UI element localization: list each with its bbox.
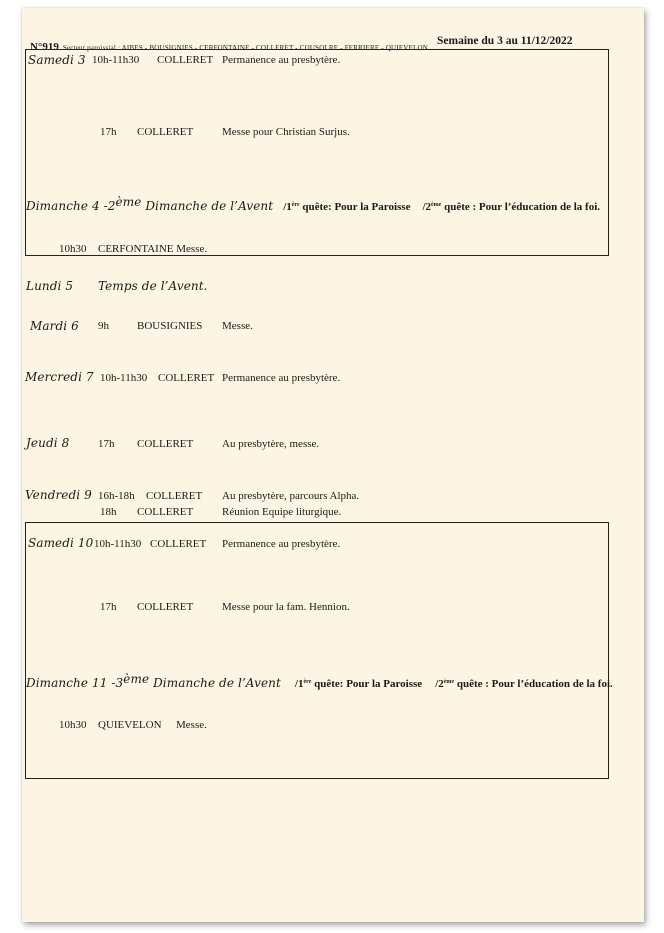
event: Permanence au presbytère. xyxy=(222,54,341,66)
place: COLLERET xyxy=(146,490,203,502)
quete-2: /2ème quête : Pour l’éducation de la foi. xyxy=(422,201,601,213)
day-label: Mardi 6 xyxy=(30,319,79,333)
place-event: CERFONTAINE Messe. xyxy=(98,243,208,255)
time: 10h-11h30 xyxy=(100,372,148,384)
time: 17h xyxy=(100,126,117,138)
place: BOUSIGNIES xyxy=(137,320,203,332)
place: COLLERET xyxy=(137,601,194,613)
time: 10h-11h30 xyxy=(92,54,140,66)
place: COLLERET xyxy=(158,372,215,384)
day-label: Dimanche 11 -3 xyxy=(26,676,124,690)
event: Messe pour Christian Surjus. xyxy=(222,126,350,138)
time: 17h xyxy=(100,601,117,613)
event: Au presbytère, parcours Alpha. xyxy=(222,490,360,502)
place: COLLERET xyxy=(137,506,194,518)
quete-1: /1ère quête: Pour la Paroisse xyxy=(283,201,411,213)
event: Messe pour la fam. Hennion. xyxy=(222,601,350,613)
day-label: Samedi 3 xyxy=(28,53,86,67)
note: Temps de l’Avent. xyxy=(98,279,208,293)
place: QUIEVELON xyxy=(98,719,162,731)
ordinal: ème xyxy=(115,195,142,209)
day-label: Lundi 5 xyxy=(26,279,74,293)
sunday-line xyxy=(26,672,613,692)
ordinal: ème xyxy=(123,672,150,686)
bulletin-number: N°919 xyxy=(30,41,59,53)
event: Réunion Equipe liturgique. xyxy=(222,506,342,518)
sector-label: Secteur paroissial : AIBES - BOUSIGNIES - CERFONTAINE - COLLERET - COUSOLRE - FERRIERE - QUIEVELON xyxy=(62,44,429,52)
quete-2: /2ème quête : Pour l’éducation de la foi. xyxy=(435,678,613,690)
weekend-box-2 xyxy=(25,522,609,779)
day-label: Jeudi 8 xyxy=(26,436,70,450)
event: Messe. xyxy=(176,719,207,731)
weekend-box-1 xyxy=(25,49,609,256)
time: 16h-18h xyxy=(98,490,135,502)
time: 18h xyxy=(100,506,117,518)
event: Messe. xyxy=(222,320,253,332)
event: Permanence au presbytère. xyxy=(222,538,341,550)
place: COLLERET xyxy=(157,54,214,66)
place: COLLERET xyxy=(137,438,194,450)
week-label: Semaine du 3 au 11/12/2022 xyxy=(437,35,573,47)
sunday-line xyxy=(26,195,600,215)
place: COLLERET xyxy=(150,538,207,550)
event: Au presbytère, messe. xyxy=(222,438,320,450)
quete-1: /1ère quête: Pour la Paroisse xyxy=(294,678,423,690)
event: Permanence au presbytère. xyxy=(222,372,341,384)
day-label: Vendredi 9 xyxy=(25,488,92,502)
time: 10h-11h30 xyxy=(94,538,142,550)
time: 10h30 xyxy=(59,243,87,255)
day-label: Mercredi 7 xyxy=(25,370,94,384)
day-title: Dimanche de l’Avent xyxy=(149,676,281,690)
place: COLLERET xyxy=(137,126,194,138)
time: 17h xyxy=(98,438,115,450)
day-label: Samedi 10 xyxy=(28,536,94,550)
bulletin-page xyxy=(22,8,644,922)
day-label: Dimanche 4 -2 xyxy=(26,199,116,213)
time: 10h30 xyxy=(59,719,87,731)
day-title: Dimanche de l’Avent xyxy=(141,199,274,213)
time: 9h xyxy=(98,320,109,332)
